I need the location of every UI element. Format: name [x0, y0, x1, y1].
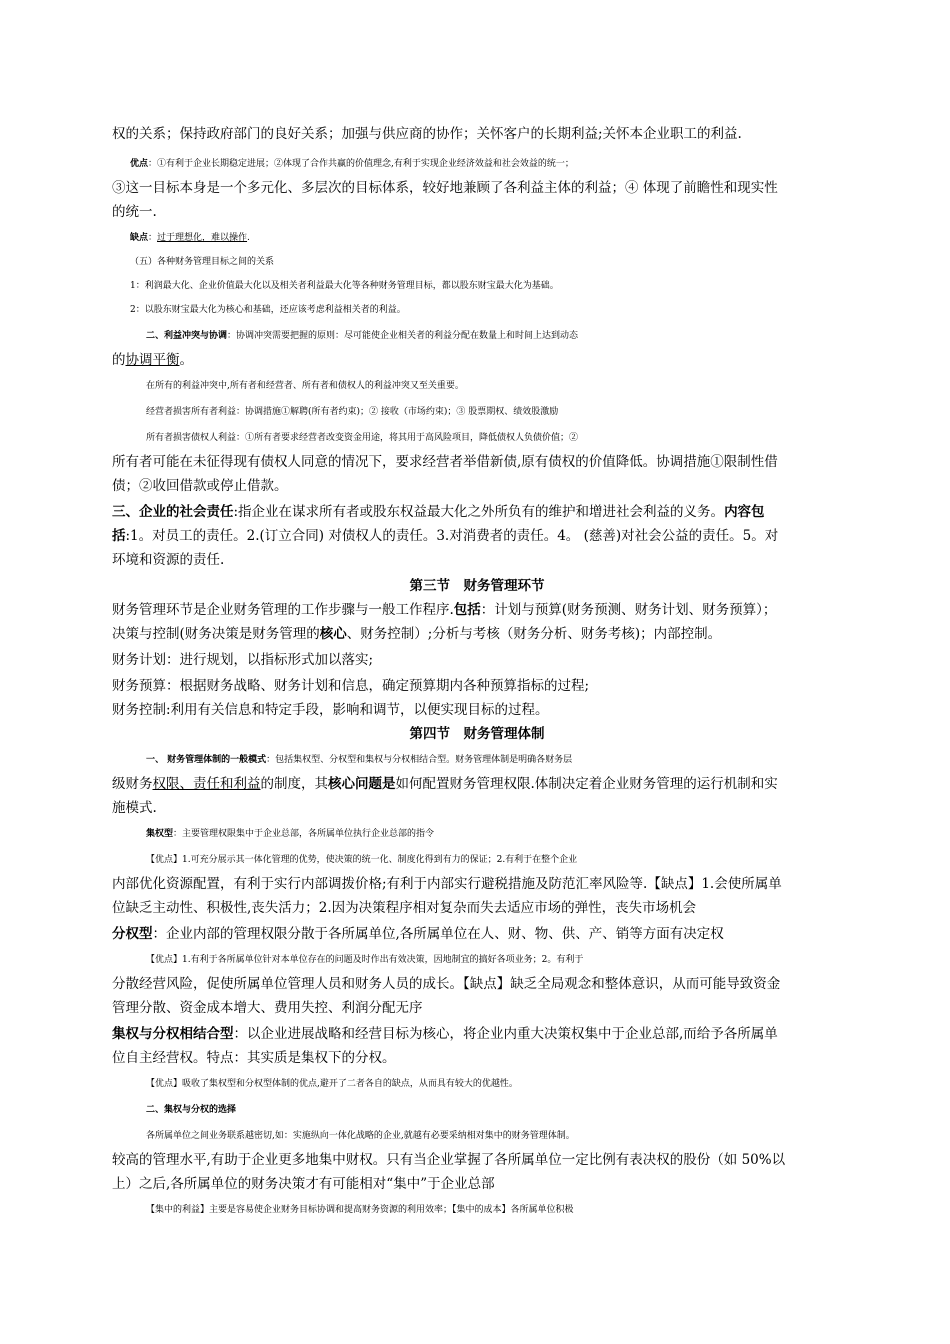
- section-title-text: 第四节 财务管理体制: [409, 726, 545, 742]
- section-heading: 二、集权与分权的选择: [146, 1105, 237, 1115]
- line-text: 【集中的利益】主要是容易使企业财务目标协调和提高财务资源的利用效率；【集中的成本】各所属单位积极: [146, 1205, 574, 1215]
- line-text: 如何配置财务管理权限.体制决定着企业财务管理的运行机制和实: [395, 776, 778, 792]
- text-line: [112, 774, 842, 794]
- text-line: [146, 376, 876, 396]
- line-text: 债；②收回借款或停止借款。: [112, 478, 288, 494]
- line-text: :1。对员工的责任。2.(订立合同) 对债权人的责任。3.对消费者的责任。4。 (慈善)对社会公益的责任。5。对: [125, 528, 779, 544]
- line-text: 各所属单位之间业务联系越密切,如：实施纵向一体化战略的企业,就越有必要采纳相对集中的财务管理体制。: [146, 1131, 575, 1141]
- line-text: 所有者可能在未征得现有债权人同意的情况下，要求经营者举借新债,原有债权的价值降低。协调措施①限制性借: [112, 454, 778, 470]
- line-text: ：以企业进展战略和经营目标为核心，将企业内重大决策权集中于企业总部,而给予各所属单: [233, 1026, 778, 1042]
- text-line: [112, 650, 842, 670]
- text-line: [112, 874, 842, 894]
- text-line: [112, 502, 842, 522]
- line-text: 财务预算：根据财务战略、财务计划和信息，确定预算期内各种预算指标的过程;: [112, 678, 590, 694]
- line-text: 所有者损害债权人利益：①所有者要求经营者改变资金用途，将其用于高风险项目，降低债权人负债价值；②: [146, 433, 579, 443]
- line-text: ：①有利于企业长期稳定进展；②体现了合作共赢的价值理念,有利于实现企业经济效益和社会效益的统一；: [148, 159, 574, 169]
- line-text: 的统一.: [112, 204, 157, 220]
- text-line: [112, 526, 842, 546]
- line-text: ③这一目标本身是一个多元化、多层次的目标体系，较好地兼顾了各利益主体的利益；④ 体现了前瞻性和现实性: [112, 180, 778, 196]
- text-line: [112, 1150, 842, 1170]
- bold-label: 集权型: [146, 829, 174, 839]
- line-text: 【优点】吸收了集权型和分权型体制的优点,避开了二者各自的缺点，从而具有较大的优越性。: [146, 1079, 518, 1089]
- text-line: [146, 428, 876, 448]
- text-line: [112, 600, 842, 620]
- text-line: [130, 300, 860, 320]
- text-line: [112, 700, 842, 720]
- line-text: 。: [179, 352, 193, 368]
- text-line: [112, 178, 842, 198]
- bold-label: 分权型: [112, 926, 153, 942]
- disadvantages-label: 缺点: [130, 233, 149, 243]
- text-line: [130, 228, 860, 248]
- underlined-text: 协调平衡: [125, 352, 180, 368]
- line-text: 级财务: [112, 776, 153, 792]
- line-text: :指企业在谋求所有者或股东权益最大化之外所负有的维护和增进社会利益的义务。: [233, 504, 725, 520]
- section-heading: 三、企业的社会责任: [112, 504, 234, 520]
- line-text: ：协调冲突需要把握的原则：尽可能使企业相关者的利益分配在数量上和时间上达到动态: [227, 331, 579, 341]
- text-line: [130, 252, 860, 272]
- bold-label: 集权与分权相结合型: [112, 1026, 234, 1042]
- text-line: [112, 998, 842, 1018]
- text-line: [112, 1174, 842, 1194]
- text-line: [146, 1074, 876, 1094]
- line-text: 较高的管理水平,有助于企业更多地集中财权。只有当企业掌握了各所属单位一定比例有表决权的股份（如 50%以: [112, 1152, 786, 1168]
- line-text: 分散经营风险，促使所属单位管理人员和财务人员的成长。【缺点】缺乏全局观念和整体意识，从而可能导致资金: [112, 976, 781, 992]
- text-line: [112, 676, 842, 696]
- text-line: [130, 276, 860, 296]
- bold-label: 核心: [319, 626, 347, 642]
- line-text: .: [247, 233, 250, 243]
- line-text: 1：利润最大化、企业价值最大化以及相关者利益最大化等各种财务管理目标，都以股东财宝最大化为基础。: [130, 281, 559, 291]
- text-line: [112, 624, 842, 644]
- text-line: [112, 550, 842, 570]
- text-line: [112, 476, 842, 496]
- text-line: [112, 1024, 842, 1044]
- line-text: 环境和资源的责任.: [112, 552, 225, 568]
- text-line: [146, 1100, 876, 1120]
- bold-label: 包括: [453, 602, 481, 618]
- section-subheading: （五）各种财务管理目标之间的关系: [130, 257, 275, 267]
- line-text: 财务控制:利用有关信息和特定手段，影响和调节，以便实现目标的过程。: [112, 702, 549, 718]
- text-line: [146, 326, 876, 346]
- line-text: 财务管理环节是企业财务管理的工作步骤与一般工作程序.: [112, 602, 454, 618]
- line-text: 【优点】1.可充分展示其一体化管理的优势，使决策的统一化、制度化得到有力的保证；2.有利于在整个企业: [146, 855, 578, 865]
- line-text: 、财务控制）;分析与考核（财务分析、财务考核)；内部控制。: [346, 626, 722, 642]
- line-text: 上）之后,各所属单位的财务决策才有可能相对“集中”于企业总部: [112, 1176, 495, 1192]
- line-text: 财务计划：进行规划，以指标形式加以落实;: [112, 652, 374, 668]
- advantages-label: 优点: [130, 159, 149, 169]
- section-title-text: 第三节 财务管理环节: [409, 578, 545, 594]
- line-text: 施模式.: [112, 800, 157, 816]
- bold-label: 内容包: [724, 504, 765, 520]
- text-line: [112, 898, 842, 918]
- line-text: 的: [112, 352, 126, 368]
- text-line: [112, 350, 842, 370]
- text-line: [146, 850, 876, 870]
- text-line: [112, 974, 842, 994]
- text-line: [112, 1048, 842, 1068]
- text-line: [146, 824, 876, 844]
- underlined-text: 过于理想化，难以操作: [157, 233, 248, 243]
- text-line: [146, 1200, 876, 1220]
- line-text: ：计划与预算(财务预测、财务计划、财务预算）；: [480, 602, 777, 618]
- line-text: 的制度，其: [260, 776, 328, 792]
- line-text: ：: [148, 233, 158, 243]
- text-line: [112, 452, 842, 472]
- line-text: 权的关系；保持政府部门的良好关系；加强与供应商的协作；关怀客户的长期利益;关怀本企业职工的利益.: [112, 126, 742, 142]
- text-line: [112, 924, 842, 944]
- text-line: [112, 124, 842, 144]
- section-title-4: [112, 724, 842, 744]
- text-line: [146, 950, 876, 970]
- underlined-text: 权限、责任和利益: [152, 776, 261, 792]
- text-line: [146, 402, 876, 422]
- line-text: ：企业内部的管理权限分散于各所属单位,各所属单位在人、财、物、供、产、销等方面有决定权: [152, 926, 724, 942]
- text-line: [146, 1126, 876, 1146]
- line-text: 内部优化资源配置，有利于实行内部调拨价格;有利于内部实行避税措施及防范汇率风险等.【缺点】1.会使所属单: [112, 876, 782, 892]
- line-text: 管理分散、资金成本增大、费用失控、利润分配无序: [112, 1000, 423, 1016]
- section-heading: 二、利益冲突与协调: [146, 331, 228, 341]
- line-text: 位缺乏主动性、积极性,丧失活力；2.因为决策程序相对复杂而失去适应市场的弹性，丧失市场机会: [112, 900, 697, 916]
- text-line: [146, 750, 876, 770]
- line-text: ：主要管理权限集中于企业总部，各所属单位执行企业总部的指令: [173, 829, 435, 839]
- line-text: 位自主经营权。特点：其实质是集权下的分权。: [112, 1050, 396, 1066]
- text-line: [112, 798, 842, 818]
- text-line: [112, 202, 842, 222]
- text-line: [130, 154, 860, 174]
- bold-label: 核心问题是: [328, 776, 396, 792]
- section-title-3: [112, 576, 842, 596]
- section-heading: 一、 财务管理体制的一般模式: [146, 755, 267, 765]
- line-text: 在所有的利益冲突中,所有者和经营者、所有者和债权人的利益冲突又至关重要。: [146, 381, 464, 391]
- line-text: 【优点】1.有利于各所属单位针对本单位存在的问题及时作出有效决策，因地制宜的搞好各项业务；2。有利于: [146, 955, 584, 965]
- line-text: ：包括集权型、分权型和集权与分权相结合型。财务管理体制是明确各财务层: [266, 755, 573, 765]
- line-text: 经营者损害所有者利益：协调措施①解聘(所有者约束)；② 接收（市场约束)；③ 股票期权、绩效股激励: [146, 407, 559, 417]
- line-text: 决策与控制(财务决策是财务管理的: [112, 626, 320, 642]
- bold-label: 括: [112, 528, 126, 544]
- line-text: 2：以股东财宝最大化为核心和基础，还应该考虑利益相关者的利益。: [130, 305, 406, 315]
